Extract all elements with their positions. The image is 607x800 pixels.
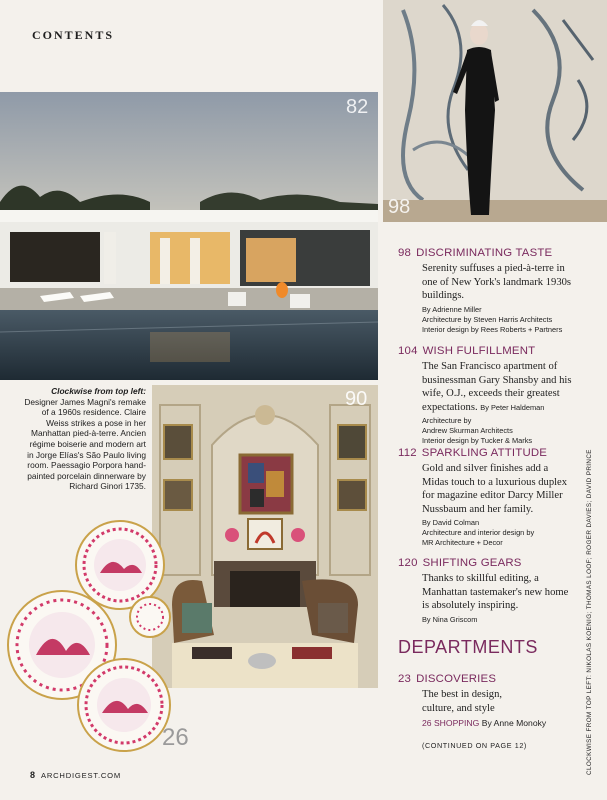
article-page-number: 112 [398, 447, 417, 459]
photo-page-number: 82 [346, 96, 369, 118]
department-sub-entry[interactable] [422, 718, 546, 728]
house-illustration [0, 92, 378, 380]
article-title[interactable]: WISH FULFILLMENT [422, 345, 536, 357]
photo-page-number: 98 [388, 196, 411, 218]
article-title[interactable]: SHIFTING GEARS [422, 557, 522, 569]
plates-illustration [0, 505, 200, 760]
article-credits [422, 615, 576, 625]
article-entry[interactable] [398, 345, 576, 446]
department-title[interactable]: SHOPPING [433, 718, 480, 728]
portrait-illustration [383, 0, 607, 222]
article-entry[interactable] [398, 247, 576, 335]
article-credits [422, 305, 576, 335]
article-credits [422, 518, 576, 548]
department-entry[interactable] [398, 673, 576, 715]
article-page-number: 98 [398, 247, 412, 259]
credit-line: Architecture by [422, 416, 472, 426]
folio-website[interactable]: ARCHDIGEST.COM [41, 771, 121, 780]
article-entry[interactable] [398, 557, 576, 625]
credit-line: By David Colman [422, 518, 480, 528]
credit-line: MR Architecture + Decor [422, 538, 503, 548]
department-page-number: 26 [422, 718, 432, 728]
article-credits [422, 416, 576, 446]
department-title[interactable]: DISCOVERIES [416, 673, 497, 685]
article-title[interactable]: DISCRIMINATING TASTE [416, 247, 553, 259]
credit-line: By Nina Griscom [422, 614, 478, 624]
article-description-text: The San Francisco apartment of businessman Gary Shansby and his wife, O.J., exceeds their greatest expectations. [422, 361, 572, 413]
article-title[interactable]: SPARKLING ATTITUDE [421, 447, 548, 459]
caption-lead: Clockwise from top left: [51, 386, 146, 396]
photo-house [0, 92, 378, 380]
credit-line: Architecture and interior design by [422, 528, 535, 538]
photo-portrait [383, 0, 607, 222]
photo-plates [0, 505, 200, 760]
department-page-number: 23 [398, 673, 412, 685]
photo-credit: CLOCKWISE FROM TOP LEFT: NIKOLAS KOENIG; THOMAS LOOF; ROGER DAVIES; DAVID PRINCE [586, 449, 593, 775]
folio-page-number: 8 [30, 770, 36, 780]
article-description: Gold and silver finishes add a Midas touch to a luxurious duplex for magazine editor Darcy Miller Nussbaum and her family. [422, 463, 568, 515]
photo-caption [24, 386, 146, 492]
caption-text: Designer James Magni's remake of a 1960s residence. Claire Weiss strikes a pose in her Manhattan pied-à-terre. Ancien régime boiserie and modern art in Jorge Elías's São Paulo living room. Paessagio Porpora hand-painted porcelain dinnerware by Richard Ginori 1735. [24, 396, 146, 492]
page-title: CONTENTS [32, 28, 115, 42]
article-description: Serenity suffuses a pied-à-terre in one of New York's landmark 1930s buildings. [422, 263, 572, 302]
article-page-number: 104 [398, 345, 418, 357]
continued-note: (CONTINUED ON PAGE 12) [422, 741, 527, 750]
photo-page-number: 26 [162, 724, 189, 751]
credit-line: Interior design by Rees Roberts + Partners [422, 324, 563, 334]
credit-line: By Adrienne Miller [422, 304, 482, 314]
section-heading: DEPARTMENTS [398, 637, 538, 657]
credit-line: Architecture by Steven Harris Architects [422, 314, 553, 324]
article-description [422, 360, 576, 414]
credit-line: By Peter Haldeman [480, 402, 545, 412]
credit-line: Andrew Skurman Architects [422, 426, 513, 436]
article-page-number: 120 [398, 557, 418, 569]
credit-line: Interior design by Tucker & Marks [422, 436, 533, 446]
photo-page-number: 90 [345, 388, 368, 410]
department-author: By Anne Monoky [481, 718, 547, 728]
department-description: The best in design, culture, and style [422, 689, 503, 714]
article-entry[interactable] [398, 447, 576, 548]
article-description: Thanks to skillful editing, a Manhattan tastemaker's new home is absolutely inspiring. [422, 573, 569, 612]
